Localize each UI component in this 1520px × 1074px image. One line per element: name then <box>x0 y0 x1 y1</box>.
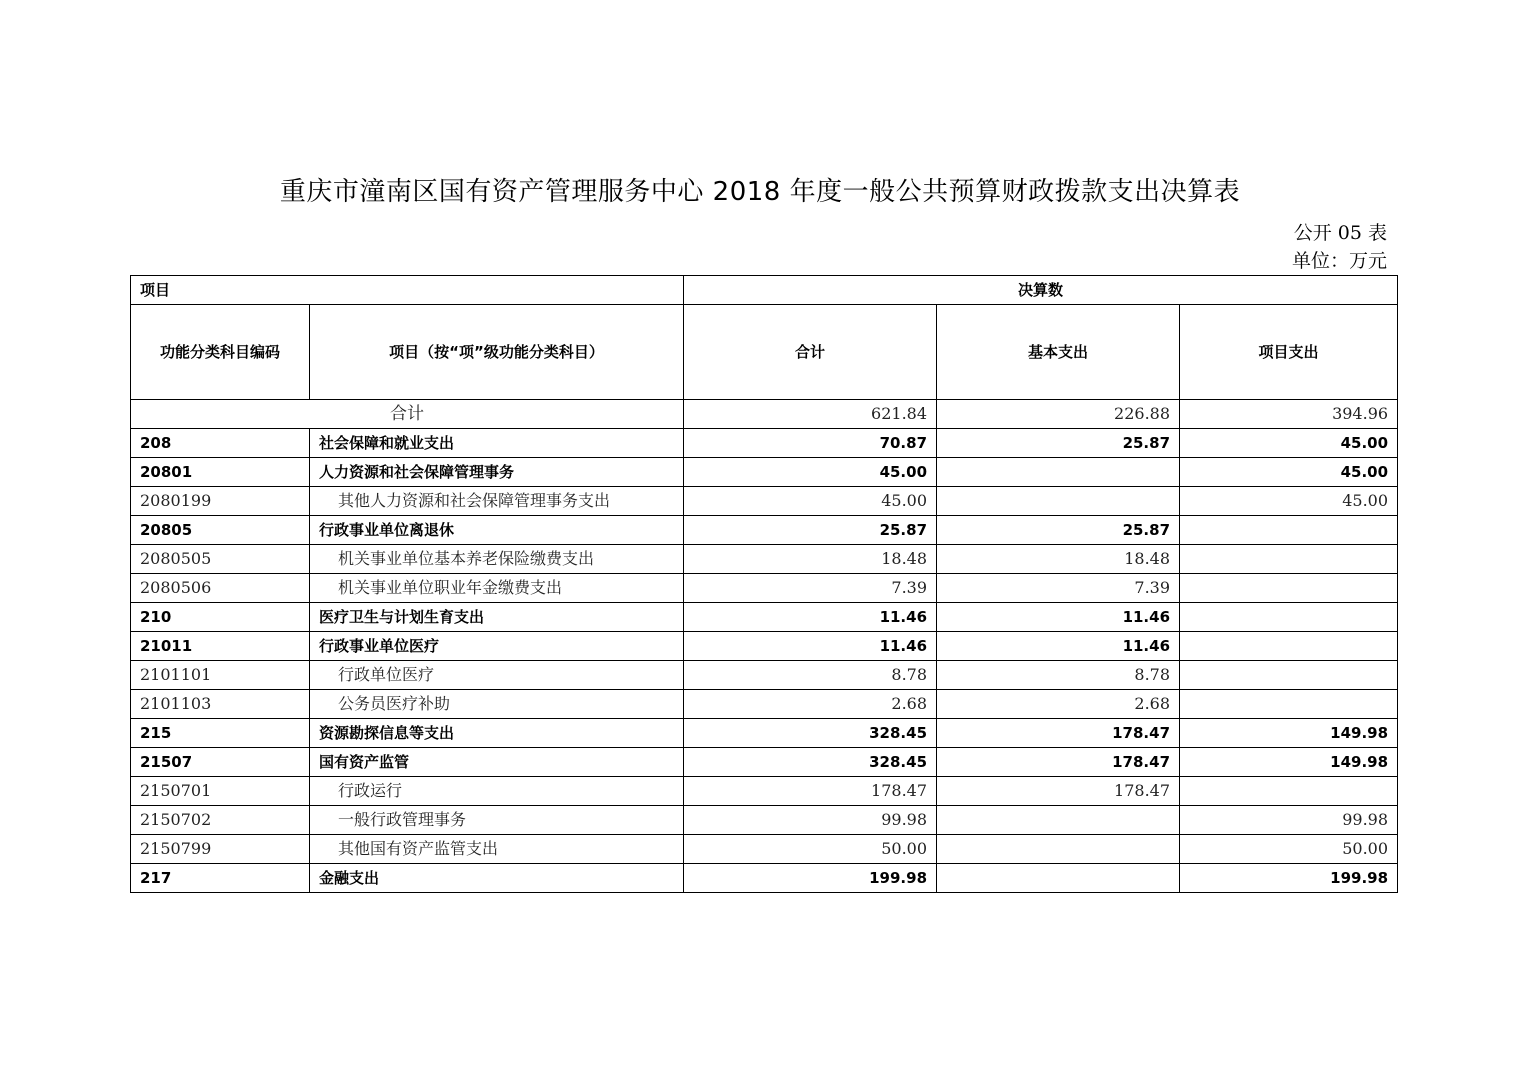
row-project <box>1180 545 1398 574</box>
total-project: 394.96 <box>1180 400 1398 429</box>
row-name: 机关事业单位职业年金缴费支出 <box>310 574 684 603</box>
row-project <box>1180 661 1398 690</box>
row-total: 8.78 <box>684 661 937 690</box>
table-row <box>131 487 1398 516</box>
row-basic: 11.46 <box>937 603 1180 632</box>
row-code: 215 <box>131 719 310 748</box>
row-code: 217 <box>131 864 310 893</box>
row-basic: 25.87 <box>937 429 1180 458</box>
table-row <box>131 806 1398 835</box>
row-name: 一般行政管理事务 <box>310 806 684 835</box>
table-row <box>131 429 1398 458</box>
table-row <box>131 748 1398 777</box>
row-code: 2080199 <box>131 487 310 516</box>
row-basic: 11.46 <box>937 632 1180 661</box>
row-code: 20801 <box>131 458 310 487</box>
row-basic: 18.48 <box>937 545 1180 574</box>
row-name: 行政单位医疗 <box>310 661 684 690</box>
row-basic: 178.47 <box>937 719 1180 748</box>
row-code: 2080506 <box>131 574 310 603</box>
row-basic <box>937 864 1180 893</box>
row-name: 其他人力资源和社会保障管理事务支出 <box>310 487 684 516</box>
row-total: 11.46 <box>684 632 937 661</box>
row-code: 2080505 <box>131 545 310 574</box>
table-row <box>131 516 1398 545</box>
row-basic <box>937 806 1180 835</box>
table-code: 公开 05 表 <box>1293 222 1387 244</box>
row-total: 7.39 <box>684 574 937 603</box>
row-name: 资源勘探信息等支出 <box>310 719 684 748</box>
header-item: 项目（按“项”级功能分类科目） <box>310 305 684 400</box>
row-project: 149.98 <box>1180 719 1398 748</box>
header-row-1 <box>131 276 1398 305</box>
unit-label: 单位：万元 <box>1291 250 1387 272</box>
row-name: 机关事业单位基本养老保险缴费支出 <box>310 545 684 574</box>
row-basic: 8.78 <box>937 661 1180 690</box>
total-sum: 621.84 <box>684 400 937 429</box>
row-basic: 178.47 <box>937 777 1180 806</box>
row-code: 2150702 <box>131 806 310 835</box>
row-code: 20805 <box>131 516 310 545</box>
table-row <box>131 603 1398 632</box>
total-basic: 226.88 <box>937 400 1180 429</box>
row-project: 50.00 <box>1180 835 1398 864</box>
row-total: 178.47 <box>684 777 937 806</box>
row-total: 50.00 <box>684 835 937 864</box>
header-total: 合计 <box>684 305 937 400</box>
row-project: 199.98 <box>1180 864 1398 893</box>
header-row-2 <box>131 305 1398 400</box>
row-project: 45.00 <box>1180 458 1398 487</box>
total-row <box>131 400 1398 429</box>
row-basic: 7.39 <box>937 574 1180 603</box>
row-basic <box>937 458 1180 487</box>
row-total: 45.00 <box>684 487 937 516</box>
header-project-expense: 项目支出 <box>1180 305 1398 400</box>
row-total: 45.00 <box>684 458 937 487</box>
row-code: 2150701 <box>131 777 310 806</box>
row-project <box>1180 516 1398 545</box>
row-code: 210 <box>131 603 310 632</box>
row-project: 45.00 <box>1180 429 1398 458</box>
table-row <box>131 777 1398 806</box>
row-total: 199.98 <box>684 864 937 893</box>
row-name: 医疗卫生与计划生育支出 <box>310 603 684 632</box>
table-row <box>131 835 1398 864</box>
row-basic <box>937 487 1180 516</box>
row-project <box>1180 574 1398 603</box>
row-project <box>1180 603 1398 632</box>
row-total: 2.68 <box>684 690 937 719</box>
row-code: 21011 <box>131 632 310 661</box>
row-total: 18.48 <box>684 545 937 574</box>
row-project <box>1180 632 1398 661</box>
row-total: 328.45 <box>684 748 937 777</box>
row-code: 2150799 <box>131 835 310 864</box>
header-basic: 基本支出 <box>937 305 1180 400</box>
table-row <box>131 719 1398 748</box>
row-name: 国有资产监管 <box>310 748 684 777</box>
table-row <box>131 545 1398 574</box>
row-project: 45.00 <box>1180 487 1398 516</box>
row-total: 99.98 <box>684 806 937 835</box>
budget-table <box>130 275 1398 893</box>
table-row <box>131 632 1398 661</box>
row-name: 公务员医疗补助 <box>310 690 684 719</box>
row-project: 99.98 <box>1180 806 1398 835</box>
table-row <box>131 864 1398 893</box>
document-title: 重庆市潼南区国有资产管理服务中心 2018 年度一般公共预算财政拨款支出决算表 <box>279 177 1241 207</box>
row-project: 149.98 <box>1180 748 1398 777</box>
row-basic: 178.47 <box>937 748 1180 777</box>
table-row <box>131 574 1398 603</box>
row-name: 金融支出 <box>310 864 684 893</box>
row-total: 70.87 <box>684 429 937 458</box>
total-label: 合计 <box>131 400 684 429</box>
row-basic: 25.87 <box>937 516 1180 545</box>
row-total: 328.45 <box>684 719 937 748</box>
row-basic <box>937 835 1180 864</box>
header-code: 功能分类科目编码 <box>131 305 310 400</box>
row-name: 行政运行 <box>310 777 684 806</box>
table-row <box>131 690 1398 719</box>
table-row <box>131 661 1398 690</box>
row-project <box>1180 777 1398 806</box>
row-code: 208 <box>131 429 310 458</box>
row-total: 11.46 <box>684 603 937 632</box>
row-code: 21507 <box>131 748 310 777</box>
header-final-amount: 决算数 <box>684 276 1398 305</box>
table-row <box>131 458 1398 487</box>
row-basic: 2.68 <box>937 690 1180 719</box>
row-name: 社会保障和就业支出 <box>310 429 684 458</box>
header-project: 项目 <box>131 276 684 305</box>
row-name: 行政事业单位医疗 <box>310 632 684 661</box>
row-name: 人力资源和社会保障管理事务 <box>310 458 684 487</box>
row-total: 25.87 <box>684 516 937 545</box>
row-code: 2101101 <box>131 661 310 690</box>
row-name: 其他国有资产监管支出 <box>310 835 684 864</box>
row-project <box>1180 690 1398 719</box>
row-code: 2101103 <box>131 690 310 719</box>
row-name: 行政事业单位离退休 <box>310 516 684 545</box>
